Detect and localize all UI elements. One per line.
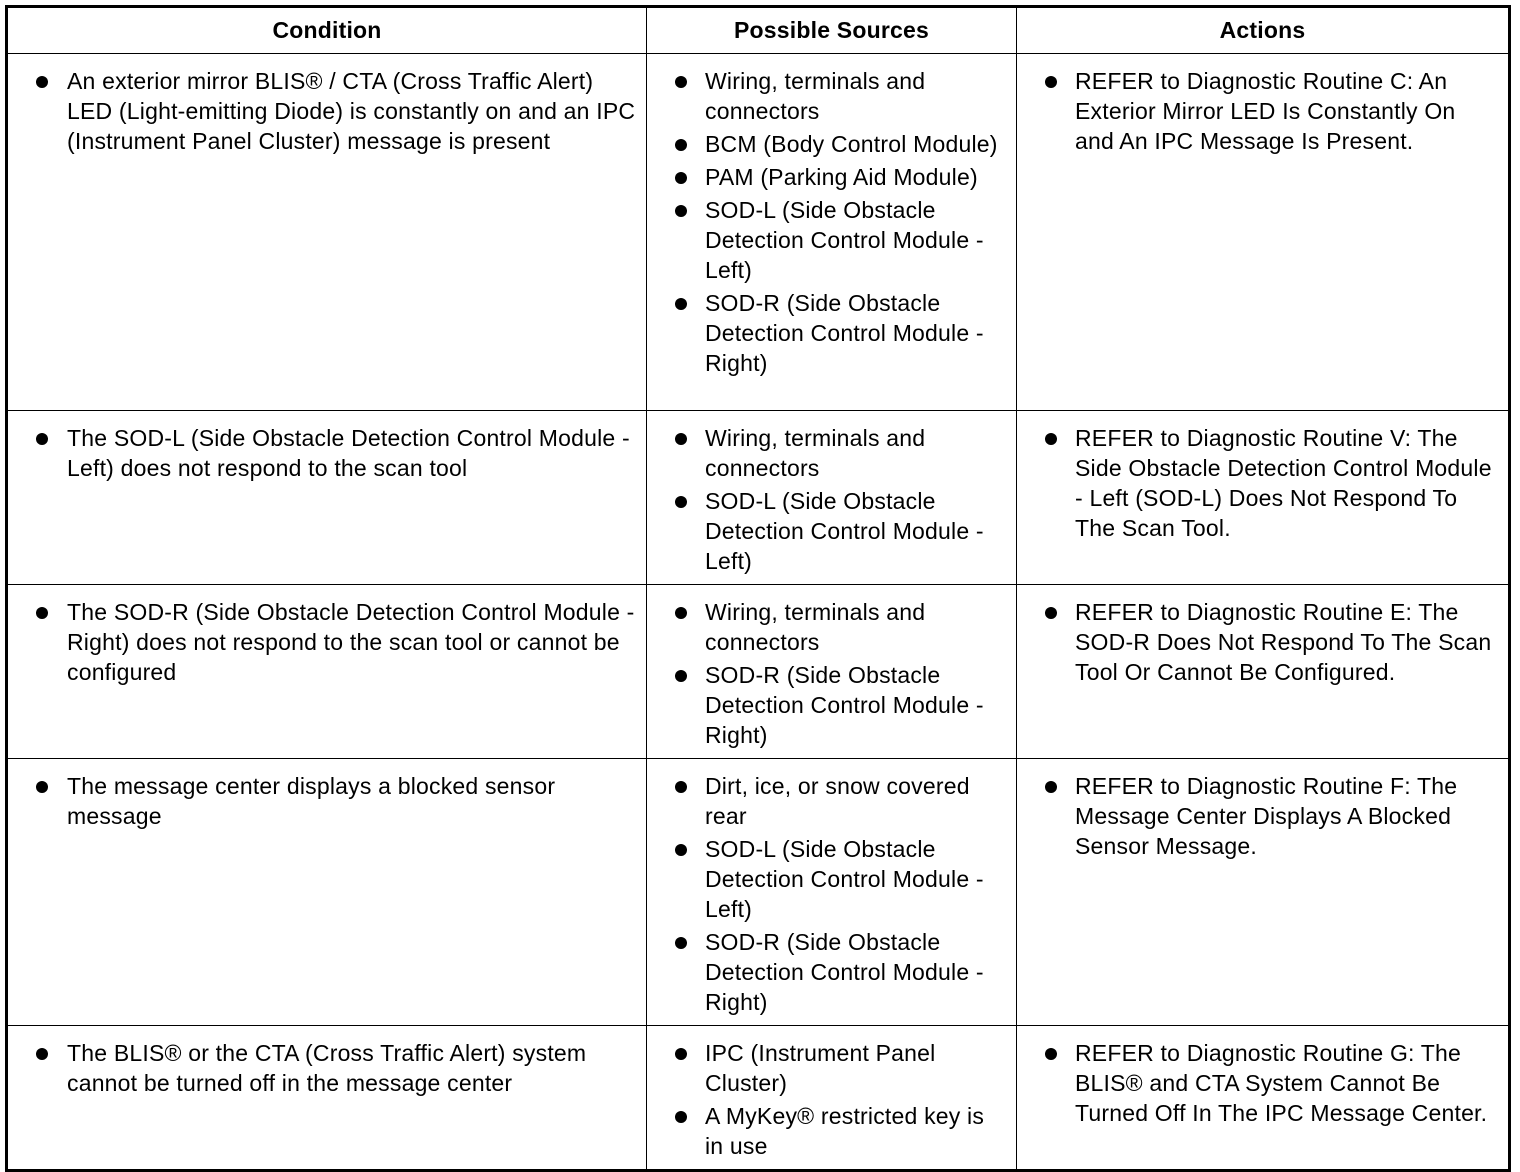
actions-cell (1017, 1026, 1510, 1171)
actions-cell (1017, 54, 1510, 411)
condition-text: The BLIS® or the CTA (Cross Traffic Alert) system cannot be turned off in the message center (8, 1038, 636, 1098)
action-text: REFER to Diagnostic Routine G: The BLIS® and CTA System Cannot Be Turned Off In The IPC Message Center. (1017, 1038, 1498, 1128)
condition-cell (7, 411, 647, 585)
source-item: Wiring, terminals and connectors (647, 597, 1006, 657)
header-row (7, 7, 1510, 54)
symptom-chart-table (5, 5, 1511, 1172)
condition-text: The message center displays a blocked sensor message (8, 771, 636, 831)
sources-cell (647, 1026, 1017, 1171)
source-item: BCM (Body Control Module) (647, 129, 1006, 159)
action-text: REFER to Diagnostic Routine F: The Message Center Displays A Blocked Sensor Message. (1017, 771, 1498, 861)
source-item: IPC (Instrument Panel Cluster) (647, 1038, 1006, 1098)
source-item: SOD-L (Side Obstacle Detection Control Module - Left) (647, 486, 1006, 576)
sources-cell (647, 54, 1017, 411)
sources-cell (647, 585, 1017, 759)
condition-cell (7, 54, 647, 411)
condition-text: The SOD-L (Side Obstacle Detection Control Module - Left) does not respond to the scan tool (8, 423, 636, 483)
action-text: REFER to Diagnostic Routine E: The SOD-R Does Not Respond To The Scan Tool Or Cannot Be Configured. (1017, 597, 1498, 687)
header-condition: Condition (7, 7, 647, 54)
actions-cell (1017, 585, 1510, 759)
table-row (7, 411, 1510, 585)
table-row (7, 585, 1510, 759)
sources-cell (647, 759, 1017, 1026)
condition-cell (7, 585, 647, 759)
condition-text: The SOD-R (Side Obstacle Detection Control Module - Right) does not respond to the scan tool or cannot be configured (8, 597, 636, 687)
condition-cell (7, 759, 647, 1026)
condition-text: An exterior mirror BLIS® / CTA (Cross Traffic Alert) LED (Light-emitting Diode) is constantly on and an IPC (Instrument Panel Cluster) message is present (8, 66, 636, 156)
source-item: SOD-L (Side Obstacle Detection Control Module - Left) (647, 195, 1006, 285)
source-item: Wiring, terminals and connectors (647, 423, 1006, 483)
source-item: Wiring, terminals and connectors (647, 66, 1006, 126)
action-text: REFER to Diagnostic Routine V: The Side Obstacle Detection Control Module - Left (SOD-L) Does Not Respond To The Scan Tool. (1017, 423, 1498, 543)
header-actions: Actions (1017, 7, 1510, 54)
source-item: SOD-R (Side Obstacle Detection Control Module - Right) (647, 927, 1006, 1017)
table-row (7, 1026, 1510, 1171)
source-item: SOD-L (Side Obstacle Detection Control Module - Left) (647, 834, 1006, 924)
condition-cell (7, 1026, 647, 1171)
table-row (7, 54, 1510, 411)
source-item: A MyKey® restricted key is in use (647, 1101, 1006, 1161)
source-item: SOD-R (Side Obstacle Detection Control Module - Right) (647, 660, 1006, 750)
actions-cell (1017, 759, 1510, 1026)
header-possible-sources: Possible Sources (647, 7, 1017, 54)
action-text: REFER to Diagnostic Routine C: An Exterior Mirror LED Is Constantly On and An IPC Message Is Present. (1017, 66, 1498, 156)
source-item: PAM (Parking Aid Module) (647, 162, 1006, 192)
sources-cell (647, 411, 1017, 585)
actions-cell (1017, 411, 1510, 585)
source-item: Dirt, ice, or snow covered rear (647, 771, 1006, 831)
table-row (7, 759, 1510, 1026)
source-item: SOD-R (Side Obstacle Detection Control Module - Right) (647, 288, 1006, 378)
